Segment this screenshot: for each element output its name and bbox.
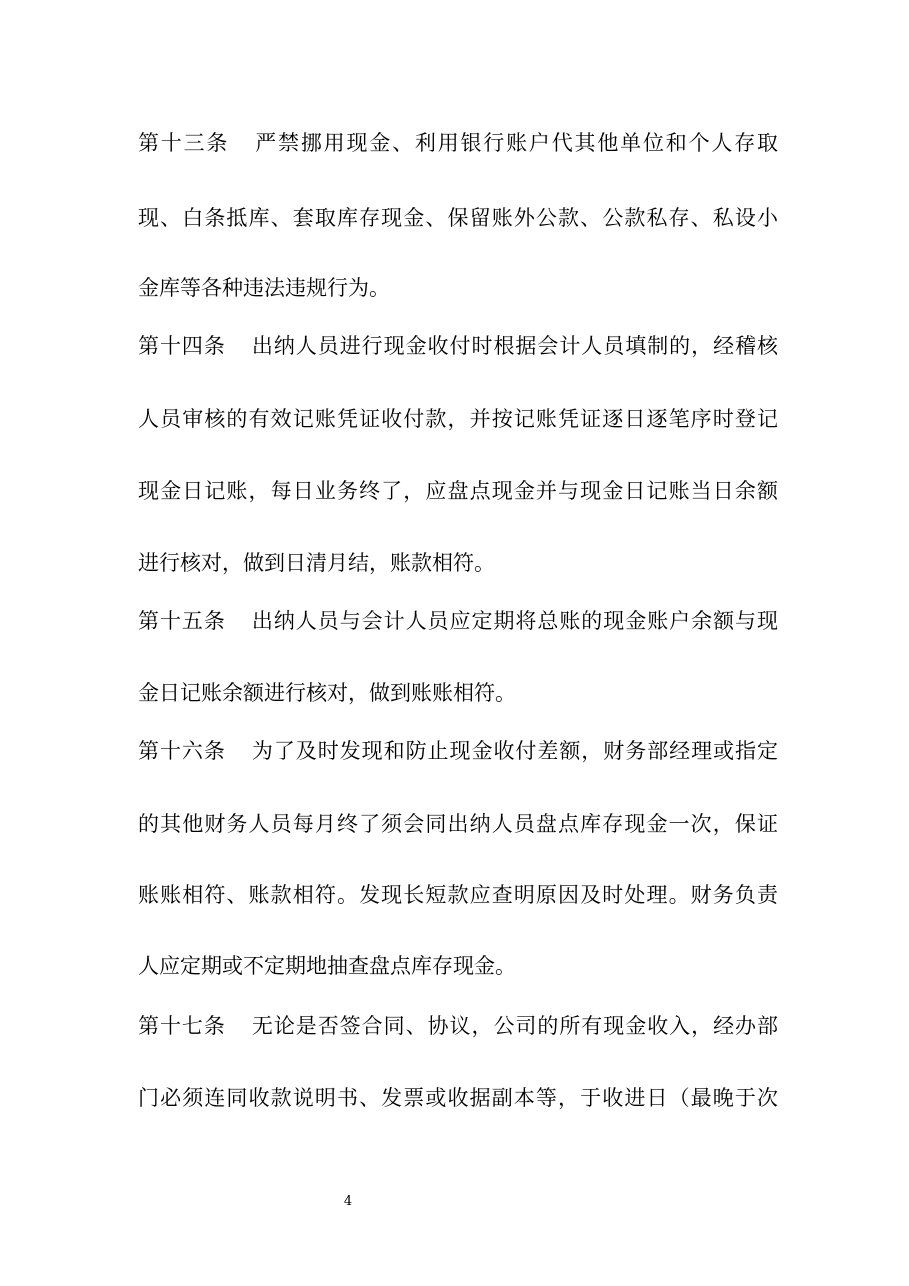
article-13-line-2: 现、白条抵库、套取库存现金、保留账外公款、公款私存、私设小 xyxy=(138,206,778,230)
article-14-line-4: 进行核对，做到日清月结，账款相符。 xyxy=(138,551,495,575)
article-15-line-1 xyxy=(138,606,778,636)
article-14-line-3: 现金日记账，每日业务终了，应盘点现金并与现金日记账当日余额 xyxy=(138,479,778,503)
article-17-line-2: 门必须连同收款说明书、发票或收据副本等，于收进日（最晚于次 xyxy=(138,1086,778,1110)
article-number: 第十六条 xyxy=(138,739,226,763)
article-16-line-4: 人应定期或不定期地抽查盘点库存现金。 xyxy=(138,954,516,978)
article-number: 第十四条 xyxy=(138,334,226,358)
article-15-line-2: 金日记账余额进行核对，做到账账相符。 xyxy=(138,681,516,705)
article-17-line-1 xyxy=(138,1011,778,1041)
article-14-line-1 xyxy=(138,331,778,361)
article-number: 第十三条 xyxy=(138,131,230,155)
article-text: 严禁挪用现金、利用银行账户代其他单位和个人存取 xyxy=(255,131,778,155)
article-13-line-3: 金库等各种违法违规行为。 xyxy=(138,276,390,300)
article-text: 为了及时发现和防止现金收付差额，财务部经理或指定 xyxy=(251,739,778,763)
page-number: 4 xyxy=(343,1194,353,1209)
article-16-line-3: 账账相符、账款相符。发现长短款应查明原因及时处理。财务负责 xyxy=(138,883,778,907)
article-number: 第十五条 xyxy=(138,609,226,633)
article-number: 第十七条 xyxy=(138,1014,226,1038)
article-16-line-2: 的其他财务人员每月终了须会同出纳人员盘点库存现金一次，保证 xyxy=(138,812,778,836)
article-text: 出纳人员进行现金收付时根据会计人员填制的，经稽核 xyxy=(251,334,778,358)
article-text: 无论是否签合同、协议，公司的所有现金收入，经办部 xyxy=(251,1014,778,1038)
article-14-line-2: 人员审核的有效记账凭证收付款，并按记账凭证逐日逐笔序时登记 xyxy=(138,407,778,431)
article-13-line-1 xyxy=(138,128,778,158)
article-text: 出纳人员与会计人员应定期将总账的现金账户余额与现 xyxy=(251,609,778,633)
article-16-line-1 xyxy=(138,736,778,766)
